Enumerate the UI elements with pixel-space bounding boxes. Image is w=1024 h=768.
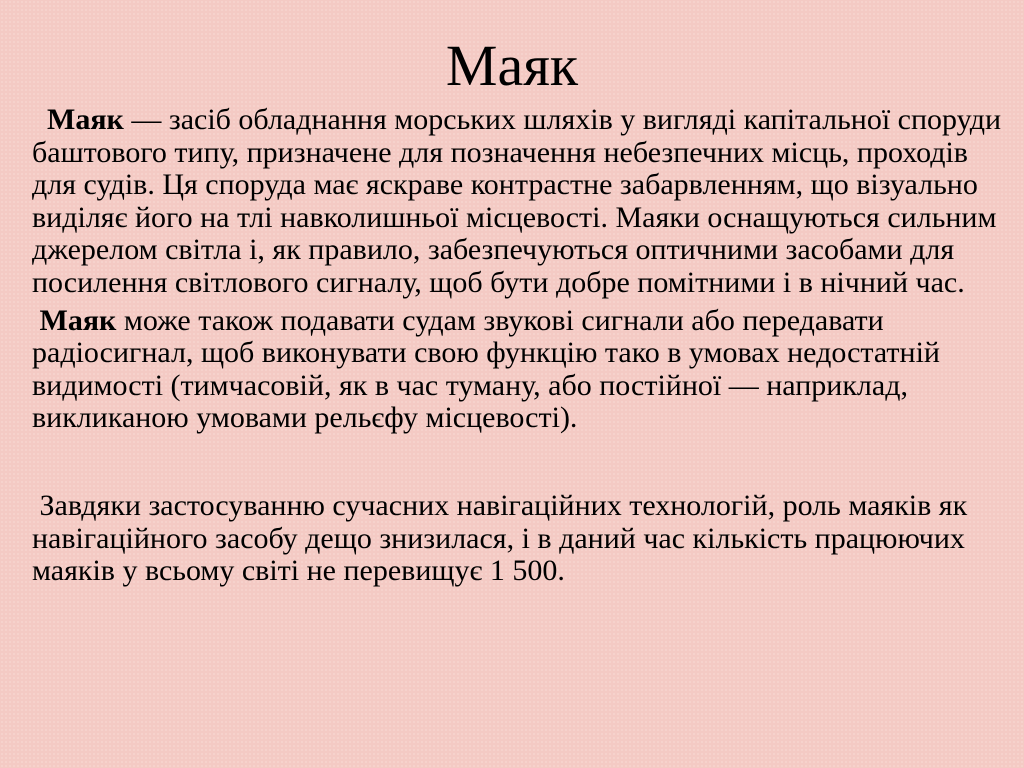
paragraph-text: — засіб обладнання морських шляхів у вигляді капітальної споруди баштового типу, призначене для позначення небезпечних місць, проходів для судів. Ця споруда має яскраве контрастне забарвленням, що візуально виділяє його на тлі навколишньої місцевості. Маяки оснащуються сильним джерелом світла і, як правило, забезпечуються оптичними засобами для посилення світлового сигналу, щоб бути добре помітними і в нічний час.	[32, 103, 1009, 299]
paragraph-definition	[32, 103, 1009, 300]
slide-title: Маяк	[445, 33, 579, 98]
paragraph-indent	[32, 489, 40, 522]
term-bold: Маяк	[39, 303, 117, 337]
paragraph-modern-role	[32, 490, 1004, 588]
paragraph-text: може також подавати судам звукові сигнали або передавати радіосигнал, щоб виконувати свою функцію тако в умовах недостатній видимості (тимчасовій, як в час туману, або постійної — наприклад, викликаною умовами рельєфу місцевості).	[32, 303, 948, 435]
term-bold: Маяк	[47, 103, 124, 136]
paragraph-text: Завдяки застосуванню сучасних навігаційних технологій, роль маяків як навігаційного засобу дещо знизилася, і в даний час кількість працюючих маяків у всьому світі не перевищує 1 500.	[32, 488, 975, 588]
paragraph-indent	[32, 103, 47, 136]
slide-body	[32, 103, 1009, 588]
paragraph-signals	[32, 305, 1004, 435]
paragraph-indent	[32, 304, 40, 337]
